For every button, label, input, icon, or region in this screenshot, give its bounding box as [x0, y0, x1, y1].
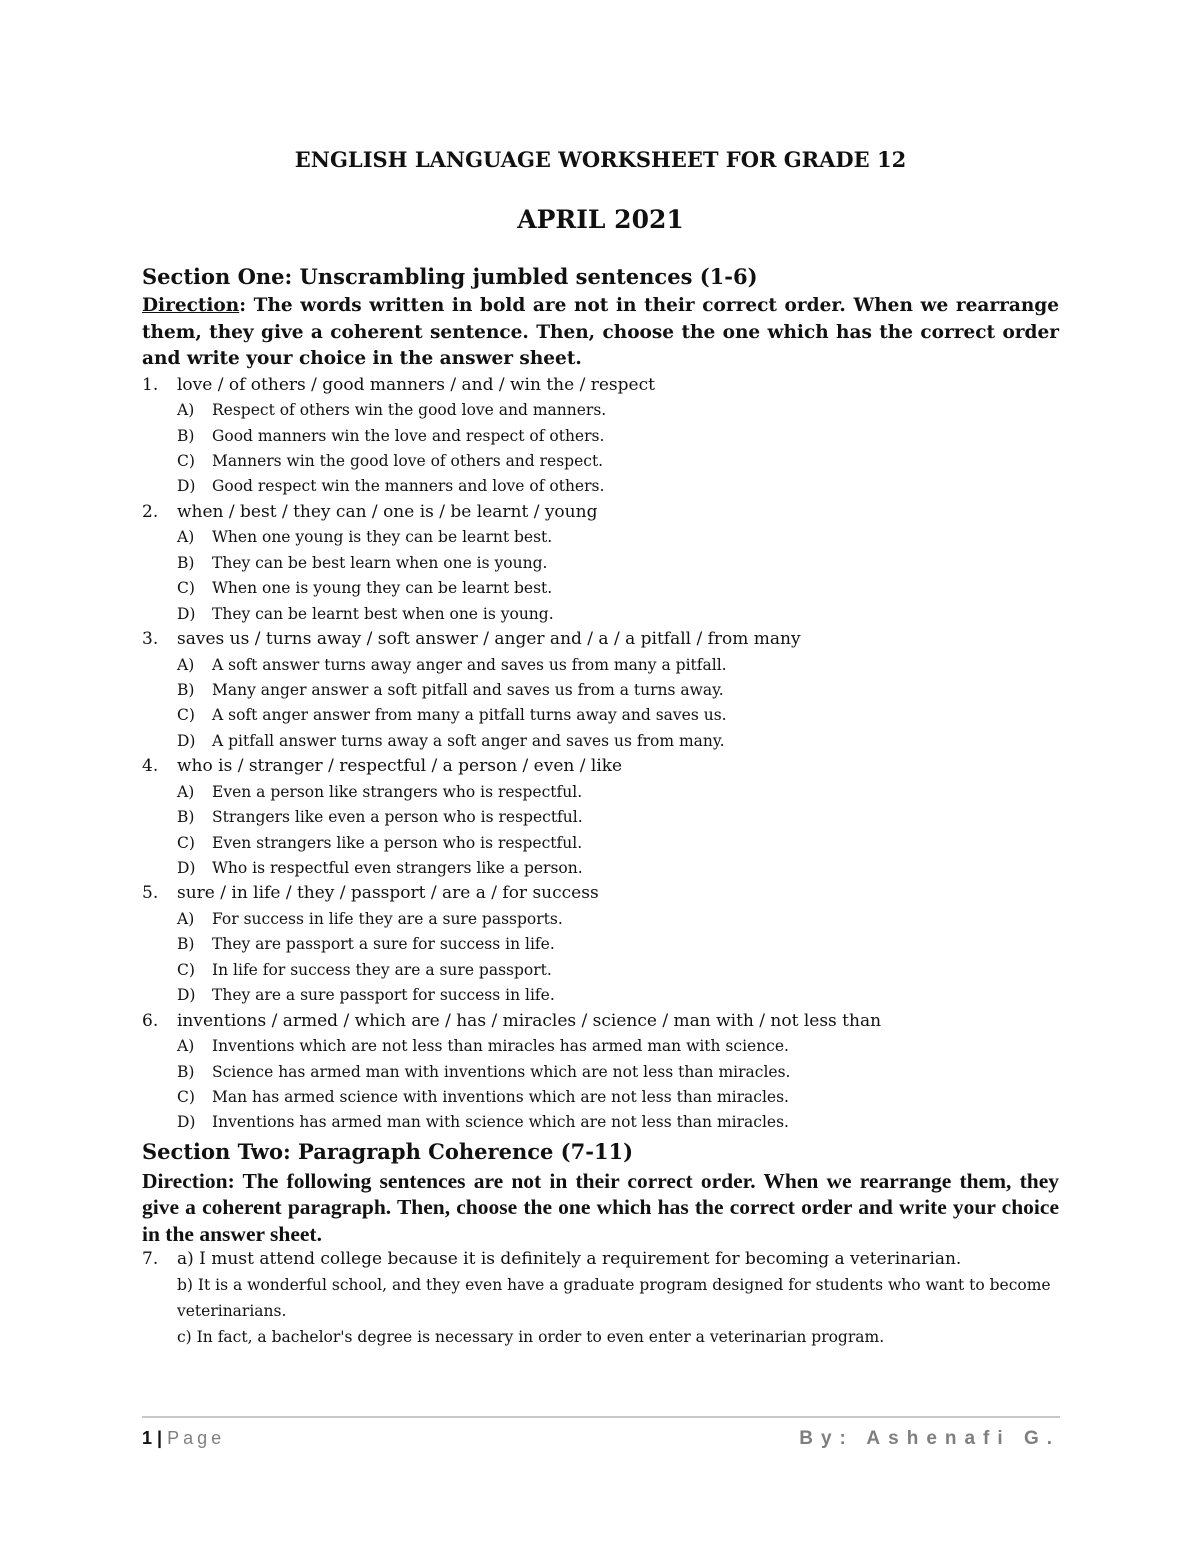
option-letter: A) — [177, 528, 195, 547]
answer-option — [177, 703, 1059, 728]
answer-option — [177, 576, 1059, 601]
paragraph-question — [142, 1247, 1059, 1350]
question-line — [142, 500, 1059, 526]
option-letter: B) — [177, 1062, 195, 1081]
option-text: For success in life they are a sure passports. — [212, 909, 563, 928]
answer-option — [177, 831, 1059, 856]
option-letter: B) — [177, 426, 195, 445]
question-item — [142, 500, 1059, 627]
option-text: In life for success they are a sure passport. — [212, 960, 552, 979]
answer-option — [177, 449, 1059, 474]
option-text: A pitfall answer turns away a soft anger and saves us from many. — [212, 731, 725, 750]
direction-text: : The words written in bold are not in their correct order. When we rearrange them, they give a coherent sentence. Then, choose the one which has the correct order and write your choice in the answer sheet. — [142, 295, 1059, 369]
option-text: Good respect win the manners and love of others. — [212, 477, 605, 496]
option-letter: B) — [177, 808, 195, 827]
option-text: Inventions has armed man with science which are not less than miracles. — [212, 1113, 789, 1132]
question-prompt: saves us / turns away / soft answer / anger and / a / a pitfall / from many — [177, 628, 801, 649]
answer-option — [177, 551, 1059, 576]
option-letter: D) — [177, 858, 196, 877]
option-letter: C) — [177, 1088, 195, 1106]
question-prompt: sure / in life / they / passport / are a / for success — [177, 883, 599, 904]
option-list — [142, 653, 1059, 755]
option-text: Man has armed science with inventions which are not less than miracles. — [212, 1088, 789, 1106]
option-letter: D) — [177, 731, 196, 750]
option-letter: D) — [177, 986, 196, 1005]
question-line — [142, 754, 1059, 780]
option-list — [142, 398, 1059, 500]
answer-option — [177, 1060, 1059, 1085]
answer-option — [177, 398, 1059, 423]
option-letter: A) — [177, 909, 195, 928]
answer-option — [177, 424, 1059, 449]
answer-option — [177, 653, 1059, 678]
option-letter: C) — [177, 451, 195, 470]
option-text: Many anger answer a soft pitfall and saves us from a turns away. — [212, 680, 724, 699]
question-item — [142, 627, 1059, 754]
option-letter: D) — [177, 477, 196, 496]
section-two-heading: Section Two: Paragraph Coherence (7-11) — [142, 1138, 634, 1164]
option-text: Inventions which are not less than miracles has armed man with science. — [212, 1037, 789, 1056]
question-number: 6. — [142, 1010, 159, 1031]
page-number: 1 — [142, 1428, 153, 1448]
question-number: 5. — [142, 883, 159, 904]
option-letter: B) — [177, 935, 195, 954]
question-prompt: when / best / they can / one is / be learnt / young — [177, 501, 598, 522]
question-number: 2. — [142, 501, 159, 522]
question-line — [142, 881, 1059, 907]
worksheet-date: APRIL 2021 — [517, 205, 684, 234]
sentence-a: a) I must attend college because it is definitely a requirement for becoming a veterinarian. — [177, 1249, 962, 1270]
answer-option — [177, 932, 1059, 957]
answer-option — [177, 983, 1059, 1008]
page-label: Page — [167, 1428, 226, 1448]
answer-option — [177, 780, 1059, 805]
answer-option — [177, 525, 1059, 550]
option-list — [142, 1034, 1059, 1136]
option-letter: C) — [177, 833, 195, 852]
option-text: Who is respectful even strangers like a person. — [212, 858, 583, 877]
option-text: Respect of others win the good love and manners. — [212, 401, 607, 420]
option-letter: D) — [177, 1113, 196, 1132]
page-indicator — [142, 1428, 225, 1450]
footer-divider — [142, 1416, 1060, 1418]
option-text: Manners win the good love of others and respect. — [212, 451, 604, 470]
sentence-b: b) It is a wonderful school, and they even have a graduate program designed for students who want to become veterinarians. — [177, 1275, 1051, 1320]
option-text: They can be best learn when one is young. — [212, 553, 548, 572]
question-item — [142, 1009, 1059, 1136]
question-line — [142, 1247, 1059, 1273]
answer-option — [177, 729, 1059, 754]
option-text: Science has armed man with inventions which are not less than miracles. — [212, 1062, 791, 1081]
question-number: 4. — [142, 756, 159, 777]
question-line — [142, 1009, 1059, 1035]
page-separator: | — [157, 1428, 163, 1448]
question-prompt: inventions / armed / which are / has / miracles / science / man with / not less than — [177, 1010, 882, 1031]
question-prompt: who is / stranger / respectful / a person / even / like — [177, 756, 623, 777]
option-letter: A) — [177, 1037, 195, 1056]
answer-option — [177, 1034, 1059, 1059]
section-one-direction — [142, 293, 1059, 373]
option-letter: A) — [177, 401, 195, 420]
option-letter: C) — [177, 960, 195, 979]
worksheet-title: ENGLISH LANGUAGE WORKSHEET FOR GRADE 12 — [294, 147, 907, 172]
option-letter: C) — [177, 579, 195, 598]
author-credit: By: Ashenafi G. — [799, 1428, 1060, 1449]
answer-option — [177, 1110, 1059, 1135]
answer-option — [177, 958, 1059, 983]
option-list — [142, 525, 1059, 627]
option-letter: D) — [177, 604, 196, 623]
answer-option — [177, 678, 1059, 703]
sentence-c: c) In fact, a bachelor's degree is necessary in order to even enter a veterinarian program. — [177, 1327, 885, 1346]
question-line — [142, 627, 1059, 653]
option-text: A soft answer turns away anger and saves us from many a pitfall. — [212, 655, 727, 674]
question-item — [142, 373, 1059, 500]
answer-option — [177, 805, 1059, 830]
question-number: 3. — [142, 628, 159, 649]
section-two-direction: Direction: The following sentences are not in their correct order. When we rearrange them, they give a coherent paragraph. Then, choose the one which has the correct order and write your choice in the answer sheet. — [142, 1168, 1059, 1246]
question-number: 7. — [142, 1249, 159, 1270]
option-list — [142, 907, 1059, 1009]
answer-option — [177, 474, 1059, 499]
question-number: 1. — [142, 374, 159, 395]
page-footer — [142, 1428, 1060, 1450]
option-letter: B) — [177, 680, 195, 699]
option-letter: A) — [177, 782, 195, 801]
answer-option — [177, 1085, 1059, 1110]
option-text: A soft anger answer from many a pitfall turns away and saves us. — [212, 706, 727, 725]
question-prompt: love / of others / good manners / and / win the / respect — [177, 374, 655, 395]
option-letter: B) — [177, 553, 195, 572]
option-text: When one young is they can be learnt best. — [212, 528, 553, 547]
question-item — [142, 881, 1059, 1008]
answer-option — [177, 856, 1059, 881]
option-text: Even a person like strangers who is respectful. — [212, 782, 583, 801]
sentence-list — [142, 1273, 1059, 1350]
question-item — [142, 754, 1059, 881]
question-line — [142, 373, 1059, 399]
answer-option — [177, 907, 1059, 932]
option-list — [142, 780, 1059, 882]
question-list — [142, 373, 1059, 1136]
answer-option — [177, 602, 1059, 627]
direction-label: Direction — [142, 295, 240, 316]
option-text: They can be learnt best when one is young. — [212, 604, 554, 623]
option-text: They are passport a sure for success in life. — [212, 935, 555, 954]
option-text: When one is young they can be learnt best. — [212, 579, 553, 598]
option-text: Strangers like even a person who is respectful. — [212, 808, 583, 827]
option-letter: A) — [177, 655, 195, 674]
page-content — [142, 145, 1059, 1350]
option-text: Good manners win the love and respect of others. — [212, 426, 605, 445]
option-text: They are a sure passport for success in life. — [212, 986, 555, 1005]
section-one-heading: Section One: Unscrambling jumbled sentences (1-6) — [142, 264, 758, 289]
option-letter: C) — [177, 706, 195, 725]
option-text: Even strangers like a person who is respectful. — [212, 833, 583, 852]
